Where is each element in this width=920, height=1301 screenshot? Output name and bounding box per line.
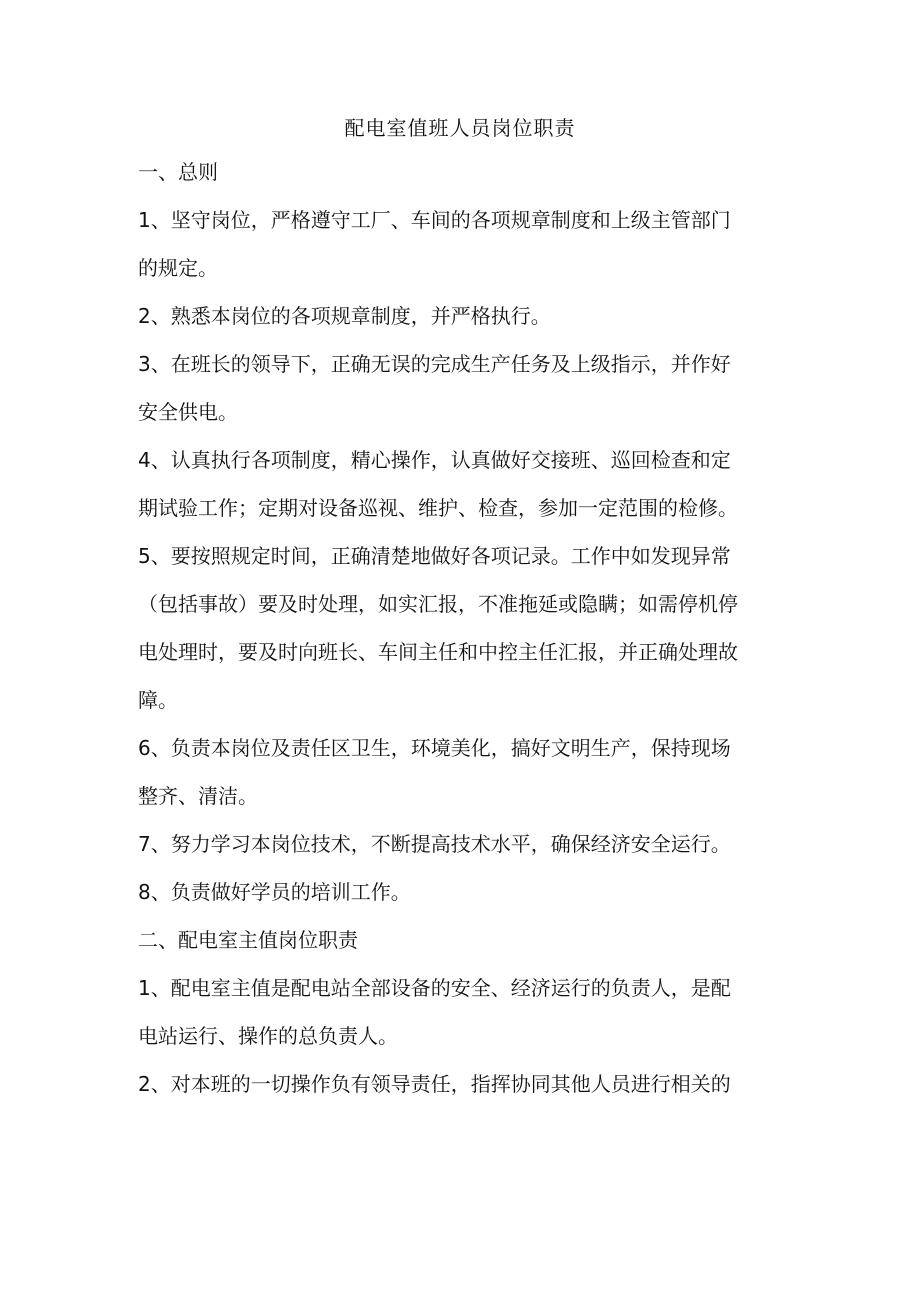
text-line: 3、在班长的领导下，正确无误的完成生产任务及上级指示，并作好	[138, 352, 731, 376]
text-line: 5、要按照规定时间，正确清楚地做好各项记录。工作中如发现异常	[138, 544, 731, 568]
text-line: 2、熟悉本岗位的各项规章制度，并严格执行。	[138, 304, 551, 328]
text-line: 1、坚守岗位，严格遵守工厂、车间的各项规章制度和上级主管部门	[138, 208, 731, 232]
text-line: 1、配电室主值是配电站全部设备的安全、经济运行的负责人，是配	[138, 976, 731, 1000]
text-line: 安全供电。	[138, 400, 238, 424]
text-line: 电处理时，要及时向班长、车间主任和中控主任汇报，并正确处理故	[138, 640, 738, 664]
section-heading-duty-chief: 二、配电室主值岗位职责	[138, 928, 358, 952]
text-line: 障。	[138, 688, 178, 712]
document-body	[138, 160, 788, 1120]
text-line: （包括事故）要及时处理，如实汇报，不准拖延或隐瞒；如需停机停	[138, 592, 738, 616]
text-line: 7、努力学习本岗位技术，不断提高技术水平，确保经济安全运行。	[138, 832, 731, 856]
section-heading-general: 一、总则	[138, 160, 218, 184]
document-title: 配电室值班人员岗位职责	[344, 116, 576, 140]
text-line: 6、负责本岗位及责任区卫生，环境美化，搞好文明生产，保持现场	[138, 736, 731, 760]
text-line: 2、对本班的一切操作负有领导责任，指挥协同其他人员进行相关的	[138, 1072, 731, 1096]
text-line: 期试验工作；定期对设备巡视、维护、检查，参加一定范围的检修。	[138, 496, 738, 520]
text-line: 电站运行、操作的总负责人。	[138, 1024, 398, 1048]
text-line: 8、负责做好学员的培训工作。	[138, 880, 411, 904]
text-line: 4、认真执行各项制度，精心操作，认真做好交接班、巡回检查和定	[138, 448, 731, 472]
text-line: 的规定。	[138, 256, 218, 280]
text-line: 整齐、清洁。	[138, 784, 258, 808]
